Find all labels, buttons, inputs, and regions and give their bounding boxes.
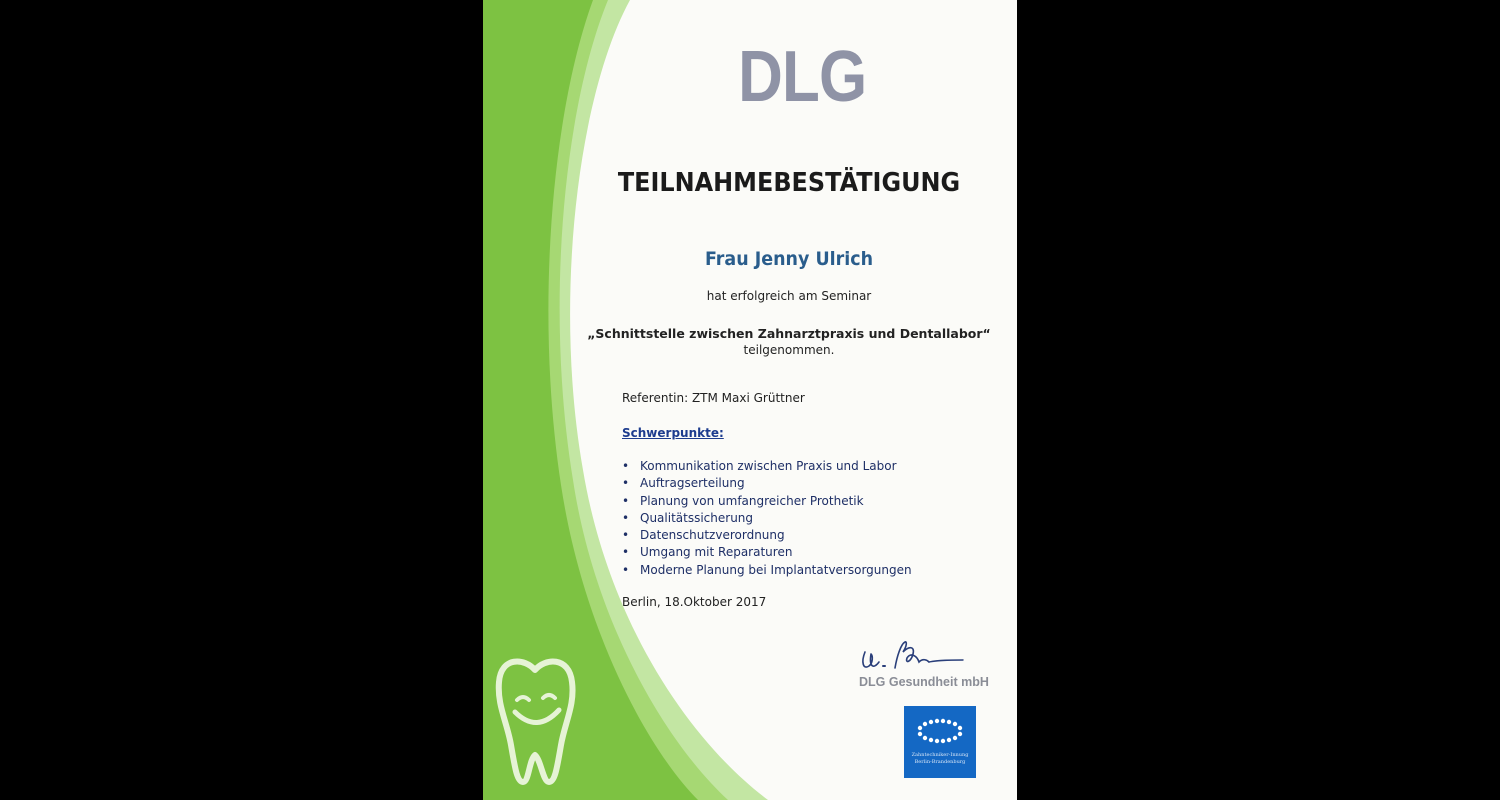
- list-item: • Kommunikation zwischen Praxis und Labor: [622, 458, 912, 475]
- tooth-icon: [493, 650, 578, 794]
- certificate-page: [483, 0, 1017, 800]
- date-line: Berlin, 18.Oktober 2017: [622, 595, 767, 609]
- speaker-line: Referentin: ZTM Maxi Grüttner: [622, 391, 805, 405]
- seal-line: Berlin-Brandenburg: [914, 759, 966, 765]
- seminar-title: „Schnittstelle zwischen Zahnarztpraxis und Dentallabor“: [587, 326, 991, 341]
- recipient-name: Frau Jenny Ulrich: [704, 248, 874, 270]
- list-item: • Planung von umfangreicher Prothetik: [622, 493, 912, 510]
- list-item: • Umgang mit Reparaturen: [622, 544, 912, 561]
- intro-text: hat erfolgreich am Seminar: [706, 289, 872, 303]
- company-name: DLG Gesundheit mbH: [859, 675, 989, 689]
- signature-mark: [857, 638, 967, 678]
- outro-text: teilgenommen.: [743, 343, 835, 357]
- certificate-title: TEILNAHMEBESTÄTIGUNG: [617, 168, 961, 198]
- list-item: • Datenschutzverordnung: [622, 527, 912, 544]
- list-item: • Moderne Planung bei Implantatversorgungen: [622, 562, 912, 579]
- focus-heading: Schwerpunkte:: [622, 426, 724, 440]
- list-item: • Auftragserteilung: [622, 475, 912, 492]
- seal-line: Zahntechniker-Innung: [911, 752, 969, 758]
- dlg-logo: DLG: [738, 37, 867, 117]
- topics-list: [622, 458, 912, 579]
- innung-seal: [904, 706, 976, 778]
- list-item: • Qualitätssicherung: [622, 510, 912, 527]
